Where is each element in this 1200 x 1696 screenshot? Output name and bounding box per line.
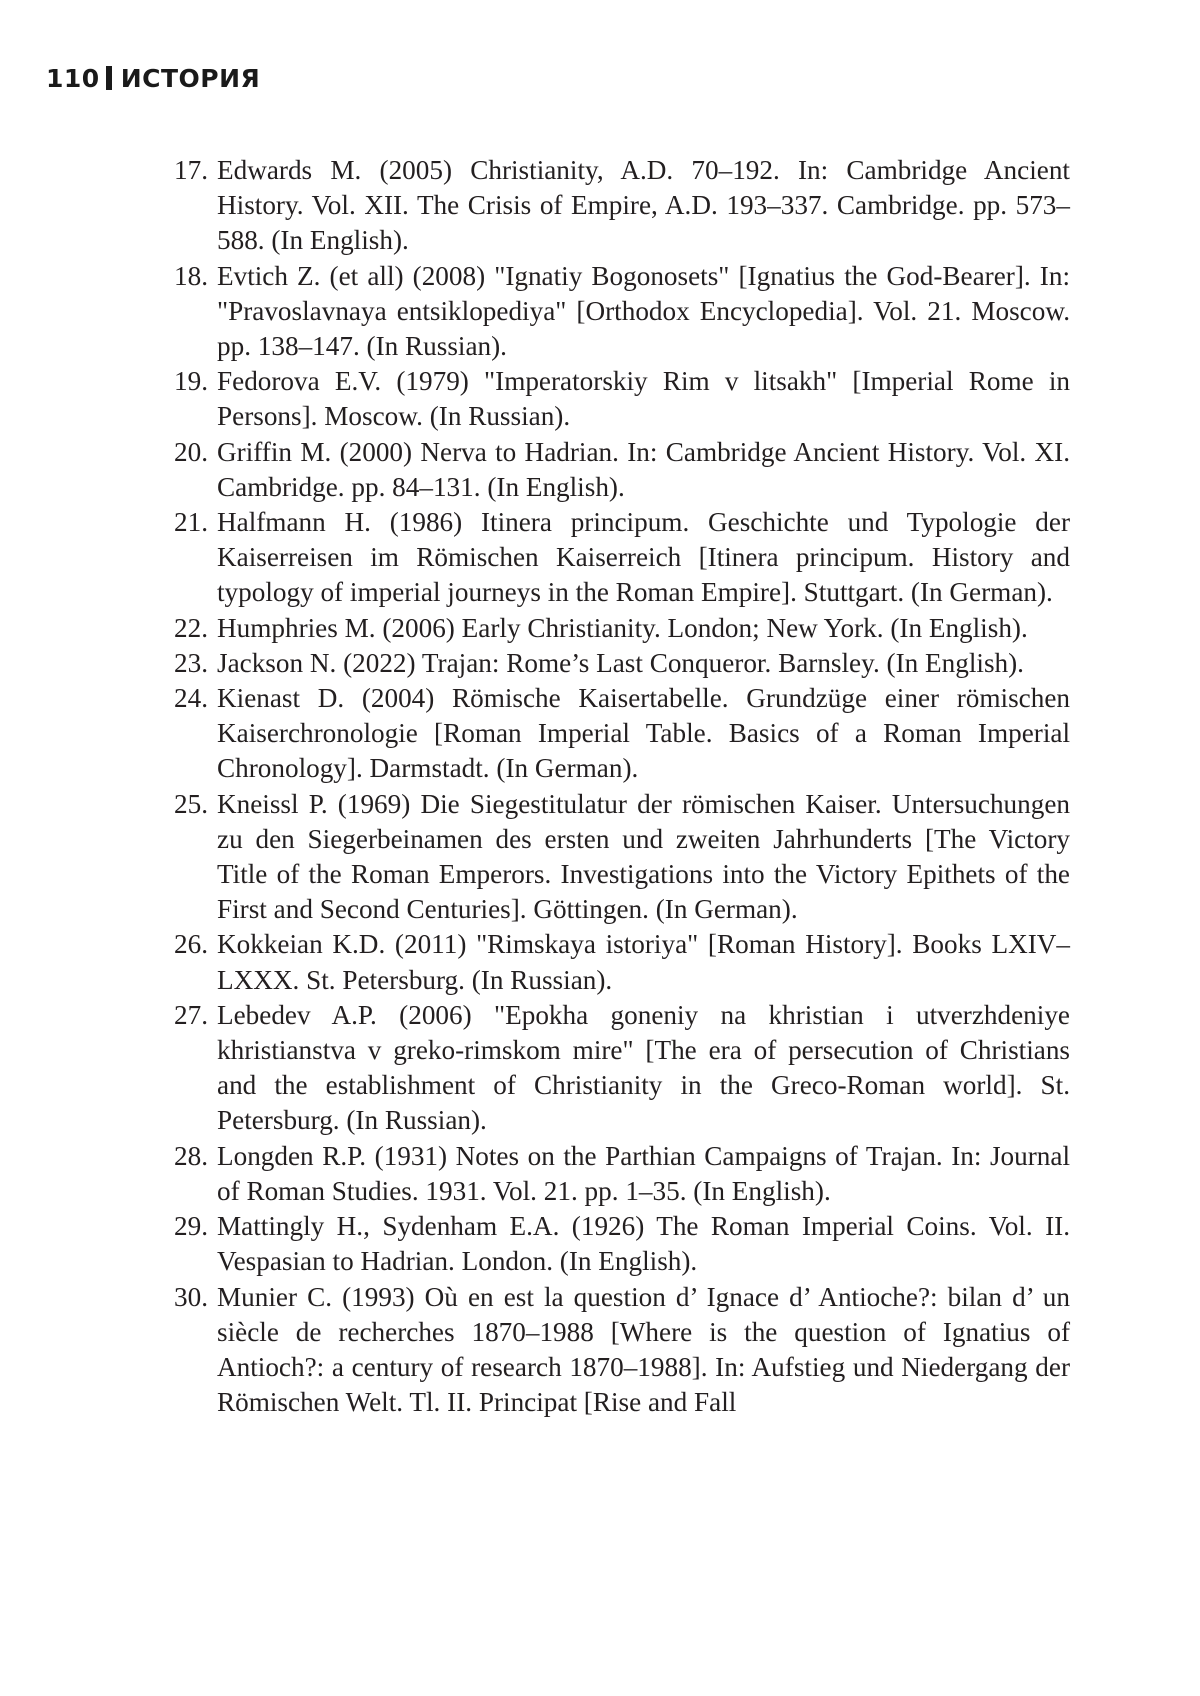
reference-item [158,998,1070,1139]
reference-number: 24. [174,683,208,714]
reference-text: Longden R.P. (1931) Notes on the Parthian Campaigns of Trajan. In: Journal of Roman Studies. 1931. Vol. 21. pp. 1–35. (In English). [217,1140,1070,1206]
reference-number: 18. [174,260,208,291]
reference-item [158,364,1070,434]
reference-number: 21. [174,507,208,538]
reference-item [158,259,1070,365]
reference-number: 26. [174,929,208,960]
reference-item [158,1280,1070,1421]
reference-number: 28. [174,1140,208,1171]
reference-number: 20. [174,436,208,467]
reference-item [158,435,1070,505]
page-number: 110 [46,64,100,93]
reference-item [158,1209,1070,1279]
reference-item [158,681,1070,787]
reference-number: 25. [174,788,208,819]
reference-text: Evtich Z. (et all) (2008) "Ignatiy Bogonosets" [Ignatius the God-Bearer]. In: "Pravoslavnaya entsiklopediya" [Orthodox Encyclopedia]. Vol. 21. Moscow. pp. 138–147. (In Russian). [217,260,1070,362]
reference-number: 22. [174,612,208,643]
reference-text: Humphries M. (2006) Early Christianity. London; New York. (In English). [217,612,1028,643]
reference-item [158,646,1070,681]
reference-item [158,787,1070,928]
reference-number: 23. [174,647,208,678]
reference-text: Fedorova E.V. (1979) "Imperatorskiy Rim v litsakh" [Imperial Rome in Persons]. Moscow. (In Russian). [217,366,1070,432]
reference-item [158,1139,1070,1209]
reference-number: 19. [174,366,208,397]
reference-text: Mattingly H., Sydenham E.A. (1926) The Roman Imperial Coins. Vol. II. Vespasian to Hadrian. London. (In English). [217,1211,1070,1277]
reference-item [158,505,1070,611]
section-title: ИСТОРИЯ [120,64,261,93]
reference-text: Kokkeian K.D. (2011) "Rimskaya istoriya" [Roman History]. Books LXIV–LXXX. St. Petersburg. (In Russian). [217,929,1070,995]
reference-text: Griffin M. (2000) Nerva to Hadrian. In: Cambridge Ancient History. Vol. XI. Cambridge. pp. 84–131. (In English). [217,436,1070,502]
page-header [46,66,260,91]
reference-number: 29. [174,1211,208,1242]
reference-number: 30. [174,1281,208,1312]
reference-item [158,153,1070,259]
reference-item [158,927,1070,997]
reference-item [158,611,1070,646]
reference-text: Lebedev A.P. (2006) "Epokha goneniy na khristian i utverzhdeniye khristianstva v greko-rimskom mire" [The era of persecution of Christians and the establishment of Christianity in the Greco-Roman world]. St. Petersburg. (In Russian). [217,999,1070,1136]
reference-number: 17. [174,155,208,185]
reference-text: Edwards M. (2005) Christianity, A.D. 70–192. In: Cambridge Ancient History. Vol. XII. The Crisis of Empire, A.D. 193–337. Cambridge. pp. 573–588. (In English). [217,155,1070,256]
reference-text: Halfmann H. (1986) Itinera principum. Geschichte und Typologie der Kaiserreisen im Römischen Kaiserreich [Itinera principum. History and typology of imperial journeys in the Roman Empire]. Stuttgart. (In German). [217,507,1070,608]
reference-text: Kneissl P. (1969) Die Siegestitulatur der römischen Kaiser. Untersuchungen zu den Siegerbeinamen des ersten und zweiten Jahrhunderts [The Victory Title of the Roman Emperors. Investigations into the Victory Epithets of the First and Second Centuries]. Göttingen. (In German). [217,788,1070,925]
reference-list [158,153,1070,1420]
reference-text: Munier C. (1993) Où en est la question d’ Ignace d’ Antioche?: bilan d’ un siècle de recherches 1870–1988 [Where is the question of Ignatius of Antioch?: a century of research 1870–1988]. In: Aufstieg und Niedergang der Römischen Welt. Tl. II. Principat [Rise and Fall [217,1281,1070,1418]
reference-text: Kienast D. (2004) Römische Kaisertabelle. Grundzüge einer römischen Kaiserchronologie [Roman Imperial Table. Basics of a Roman Imperial Chronology]. Darmstadt. (In German). [217,683,1070,784]
reference-number: 27. [174,999,208,1030]
reference-text: Jackson N. (2022) Trajan: Rome’s Last Conqueror. Barnsley. (In English). [217,647,1024,678]
header-separator-bar [106,66,112,90]
